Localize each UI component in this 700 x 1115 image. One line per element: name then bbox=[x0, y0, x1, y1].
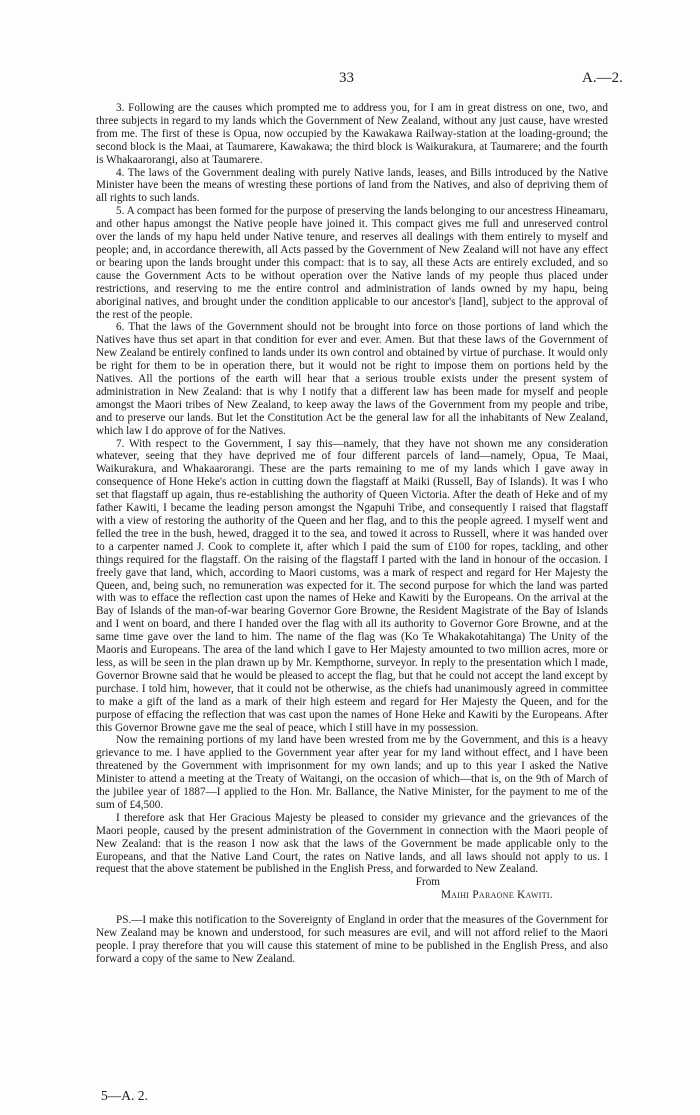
signature: Maihi Paraone Kawiti. bbox=[440, 889, 553, 902]
paragraph-4: 4. The laws of the Government dealing with purely Native lands, leases, and Bills introduced by the Native Minister have been the means of wresting these portions of land from the Natives, and also of depriving them of all rights to such lands. bbox=[96, 166, 608, 205]
sheet-reference: 5—A. 2. bbox=[101, 1088, 148, 1103]
document-body bbox=[96, 102, 608, 966]
closing-from: From bbox=[415, 876, 440, 889]
paragraph-5: 5. A compact has been formed for the purpose of preserving the lands belonging to our ancestress Hineamaru, and other hapus amongst the Native people have joined it. This compact gives me full and unreserved control over the lands of my hapu held under Native tenure, and reserves all dealings with them entirely to myself and people; and, in accordance therewith, all Acts passed by the Government of New Zealand will not have any effect or bearing upon the lands brought under this compact: that is to say, all these Acts are entirely excluded, and so cause the Government Acts to be without operation over the Native lands of my people thus placed under restrictions, and reserving to me the entire control and administration of lands owned by my hapu, being aboriginal natives, and brought under the condition applicable to our ancestor's [land], subject to the approval of the rest of the people. bbox=[96, 205, 608, 321]
postscript: PS.—I make this notification to the Sovereignty of England in order that the measures of the Government for New Zealand may be known and understood, for such measures are evil, and will not afford relief to the Maori people. I pray therefore that you will cause this statement of mine to be published in the English Press, and also forward a copy of the same to New Zealand. bbox=[96, 914, 608, 965]
document-reference: A.—2. bbox=[582, 70, 623, 86]
paragraph-request: I therefore ask that Her Gracious Majesty be pleased to consider my grievance and the grievances of the Maori people, caused by the present administration of the Government in connection with the Maori people of New Zealand: that is the reason I now ask that the laws of the Government be made applicable only to the Europeans, and that the Native Land Court, the rates on Native lands, and all laws should not apply to us. I request that the above statement be published in the English Press, and forwarded to New Zealand. bbox=[96, 811, 608, 876]
paragraph-7: 7. With respect to the Government, I say this—namely, that they have not shown me any consideration whatever, seeing that they have deprived me of four different parcels of land—namely, Opua, Te Maai, Waikurakura, and Whakaarorangi. These are the parts remaining to me of my lands which I gave away in consequence of Hone Heke's action in cutting down the flagstaff at Maiki (Russell, Bay of Islands). It was I who set that flagstaff up again, thus re-establishing the authority of Queen Victoria. After the death of Heke and of my father Kawiti, I became the leading person amongst the Ngapuhi Tribe, and consequently I raised that flagstaff with a view of restoring the authority of the Queen and her flag, and to this the people agreed. I myself went and felled the tree in the bush, hewed, dragged it to the sea, and towed it across to Russell, where it was handed over to a carpenter named J. Cook to complete it, after which I paid the sum of £100 for ropes, tackling, and other things required for the flagstaff. On the raising of the flagstaff I parted with the land in honour of the occasion. I freely gave that land, which, according to Maori customs, was a mark of respect and regard for Her Majesty the Queen, and, being such, no remuneration was expected for it. The second purpose for which the land was parted with was to efface the reflection cast upon the names of Heke and Kawiti by the Europeans. On the arrival at the Bay of Islands of the man-of-war bearing Governor Gore Browne, the Resident Magistrate of the Bay of Islands and I went on board, and there I handed over the flag with all its authority to Governor Gore Browne, and at the same time gave over the land to him. The name of the flag was (Ko Te Whakakotahitanga) The Unity of the Maoris and Europeans. The area of the land which I gave to Her Majesty amounted to two million acres, more or less, as will be seen in the plan drawn up by Mr. Kempthorne, surveyor. In reply to the presentation which I made, Governor Browne said that he would be pleased to accept the flag, but that he could not accept the land except by purchase. I told him, however, that it could not be otherwise, as the chiefs had unanimously agreed in committee to make a gift of the land as a mark of their high esteem and regard for Her Majesty the Queen, and for the purpose of effacing the reflection that was cast upon the names of Hone Heke and Kawiti by the Europeans. After this Governor Browne gave me the seal of peace, which I still have in my possession. bbox=[96, 437, 608, 734]
page-number: 33 bbox=[339, 70, 354, 86]
paragraph-grievance: Now the remaining portions of my land have been wrested from me by the Government, and this is a heavy grievance to me. I have applied to the Government year after year for my land without effect, and I have been threatened by the Government with imprisonment for my own lands; and up to this year I asked the Native Minister to attend a meeting at the Treaty of Waitangi, on the occasion of which—that is, on the 9th of March of the jubilee year of 1887—I applied to the Hon. Mr. Ballance, the Native Minister, for the payment to me of the sum of £4,500. bbox=[96, 734, 608, 811]
page-header bbox=[0, 70, 700, 90]
paragraph-3: 3. Following are the causes which prompted me to address you, for I am in great distress on one, two, and three subjects in regard to my lands which the Government of New Zealand, without any just cause, have wrested from me. The first of these is Opua, now occupied by the Kawakawa Railway-station at the loading-ground; the second block is the Maai, at Taumarere, Kawakawa; the third block is Waikurakura, at Taumarere; and the fourth is Whakaarorangi, also at Taumarere. bbox=[96, 102, 608, 166]
paragraph-6: 6. That the laws of the Government should not be brought into force on those portions of land which the Natives have thus set apart in that condition for ever and ever. Amen. But that these laws of the Government of New Zealand be entirely confined to lands under its own control and obtained by virtue of purchase. It would only be right for them to be in operation there, but it would not be right to impose them on portions held by the Natives. All the portions of the earth will hear that a serious trouble exists under the present system of administration in New Zealand: that is why I notify that a different law has been made for myself and people amongst the Maori tribes of New Zealand, to keep away the laws of the Government from my people and tribe, and to preserve our lands. But let the Constitution Act be the general law for all the inhabitants of New Zealand, which law I do approve of for the Natives. bbox=[96, 321, 608, 437]
